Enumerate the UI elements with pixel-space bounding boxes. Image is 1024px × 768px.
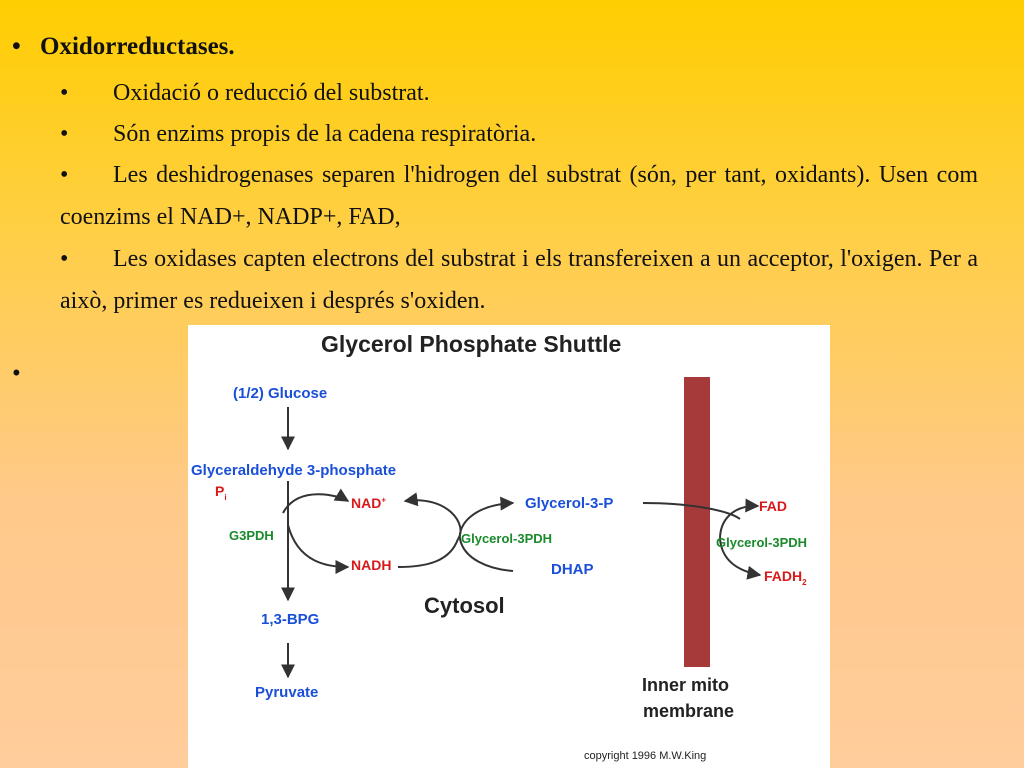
list-item bbox=[60, 238, 978, 322]
label-glucose: (1/2) Glucose bbox=[233, 385, 328, 402]
arrow-to-nad bbox=[283, 494, 348, 513]
list-item-text: Les oxidases capten electrons del substrat i els transfereixen a un acceptor, l'oxigen. Per a això, primer es redueixen i després s'oxiden. bbox=[60, 246, 978, 314]
bullet-icon: • bbox=[60, 80, 69, 106]
label-g3pdh: G3PDH bbox=[229, 528, 274, 543]
list-item-text: Oxidació o reducció del substrat. bbox=[113, 80, 430, 106]
label-pi: $P_i$ bbox=[215, 483, 227, 502]
heading-bullet bbox=[12, 33, 235, 61]
bullet-icon: • bbox=[60, 246, 69, 272]
arrow-nadh-loop bbox=[398, 539, 458, 567]
label-fadh2: $FADH_2$ bbox=[764, 568, 807, 587]
list-item bbox=[60, 72, 978, 114]
list-item-text: Són enzims propis de la cadena respiratòria. bbox=[113, 121, 537, 147]
bullet-icon: • bbox=[60, 162, 69, 188]
label-dhap: DHAP bbox=[551, 561, 594, 578]
membrane-bar bbox=[684, 377, 710, 667]
empty-bullet: • bbox=[12, 360, 21, 387]
list-item bbox=[60, 154, 978, 238]
label-membrane-line2: membrane bbox=[643, 701, 735, 721]
label-glycerol-3pdh-mito: Glycerol-3PDH bbox=[716, 535, 808, 550]
label-pyruvate: Pyruvate bbox=[255, 684, 319, 701]
label-glycerol-3-p: Glycerol-3-P bbox=[525, 495, 614, 512]
arrow-nad-loop bbox=[405, 500, 461, 539]
label-bpg: 1,3-BPG bbox=[261, 611, 320, 628]
label-cytosol: Cytosol bbox=[424, 593, 505, 618]
heading: Oxidorreductases. bbox=[40, 33, 235, 60]
label-nadh: NADH bbox=[351, 557, 392, 573]
label-g3p: Glyceraldehyde 3-phosphate bbox=[191, 462, 397, 479]
bullet-icon: • bbox=[12, 33, 21, 60]
label-glycerol-3pdh-cytosol: Glycerol-3PDH bbox=[461, 531, 553, 546]
label-nad: NAD+ bbox=[351, 495, 387, 511]
diagram-title: Glycerol Phosphate Shuttle bbox=[321, 331, 622, 357]
label-fad: FAD bbox=[759, 498, 787, 514]
label-membrane-line1: Inner mito bbox=[642, 675, 730, 695]
copyright-note: copyright 1996 M.W.King bbox=[584, 750, 707, 762]
list-item-text: Les deshidrogenases separen l'hidrogen del substrat (són, per tant, oxidants). Usen com coenzims el NAD+, NADP+, FAD, bbox=[60, 162, 978, 230]
arrow-to-nadh bbox=[288, 525, 348, 567]
list-item bbox=[60, 113, 978, 155]
bullet-icon: • bbox=[60, 121, 69, 147]
glycerol-phosphate-shuttle-diagram bbox=[188, 325, 830, 768]
